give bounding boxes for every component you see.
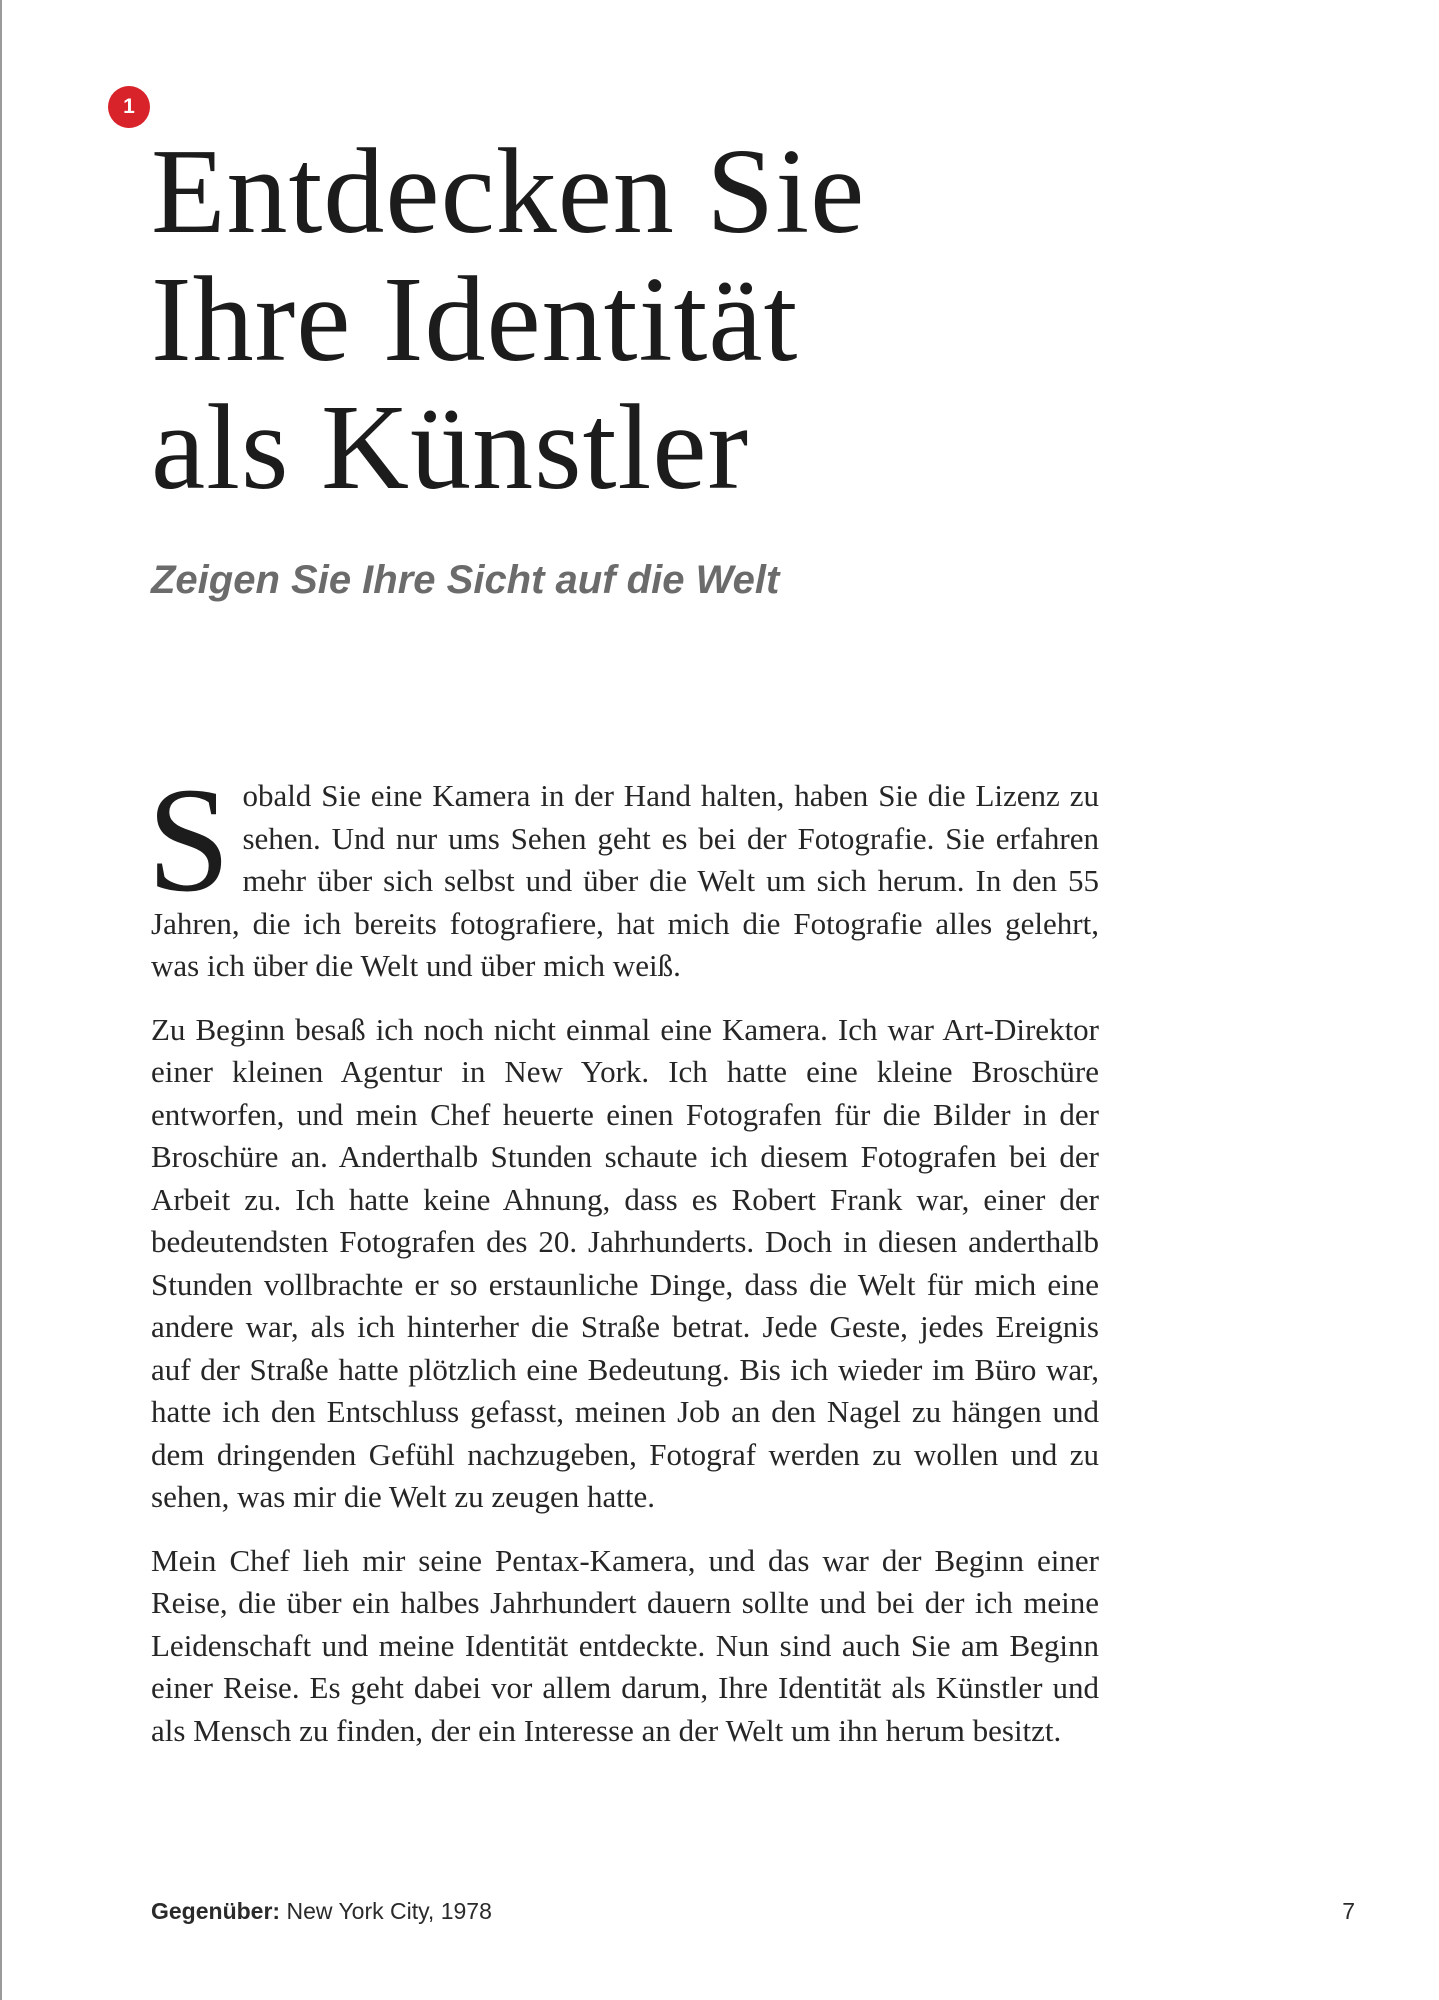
paragraph-1	[147, 757, 1099, 988]
caption-label: Gegenüber:	[151, 1898, 281, 1924]
page-footer	[151, 1893, 1355, 1929]
paragraph-1-text: obald Sie eine Kamera in der Hand halten, haben Sie die Lizenz zu sehen. Und nur ums Sehen geht es bei der Fotografie. Sie erfahren mehr über sich selbst und über die Welt um sich herum. In den 55 Jahren, die ich bereits fotografiere, hat mich die Fotografie alles gelehrt, was ich über die Welt und über mich weiß.	[151, 778, 1099, 983]
paragraph-2: Zu Beginn besaß ich noch nicht einmal eine Kamera. Ich war Art-Direktor einer kleinen Agentur in New York. Ich hatte eine kleine Broschüre entworfen, und mein Chef heuerte einen Fotografen für die Bilder in der Broschüre an. Anderthalb Stunden schaute ich diesem Fotografen bei der Arbeit zu. Ich hatte keine Ahnung, dass es Robert Frank war, einer der bedeutendsten Fotografen des 20. Jahrhunderts. Doch in diesen anderthalb Stunden vollbrachte er so erstaunliche Dinge, dass die Welt für mich eine andere war, als ich hinterher die Straße betrat. Jede Geste, jedes Ereignis auf der Straße hatte plötzlich eine Bedeutung. Bis ich wieder im Büro war, hatte ich den Entschluss gefasst, meinen Job an den Nagel zu hängen und dem dringenden Gefühl nachzugeben, Fotograf werden zu wollen und zu sehen, was mir die Welt zu zeugen hatte.	[151, 1011, 1099, 1514]
chapter-subtitle: Zeigen Sie Ihre Sicht auf die Welt	[151, 558, 780, 602]
caption-text: New York City, 1978	[280, 1898, 492, 1924]
photo-caption	[151, 1898, 492, 1924]
page-edge	[0, 0, 2, 2000]
page-number: 7	[1342, 1898, 1355, 1924]
paragraph-3: Mein Chef lieh mir seine Pentax-Kamera, und das war der Beginn einer Reise, die über ein halbes Jahrhundert dauern sollte und bei der ich meine Leidenschaft und meine Identität entdeckte. Nun sind auch Sie am Beginn einer Reise. Es geht dabei vor allem darum, Ihre Identität als Künstler und als Mensch zu finden, der ein Interesse an der Welt um ihn herum besitzt.	[151, 1542, 1099, 1748]
chapter-number-badge: 1	[108, 86, 150, 128]
chapter-title-line-3: als Künstler	[151, 380, 750, 515]
drop-cap: S	[147, 757, 231, 923]
chapter-title-line-2: Ihre Identität	[151, 252, 799, 387]
chapter-title	[151, 124, 1151, 515]
chapter-title-line-1: Entdecken Sie	[151, 124, 866, 259]
body-text	[147, 757, 1099, 1773]
